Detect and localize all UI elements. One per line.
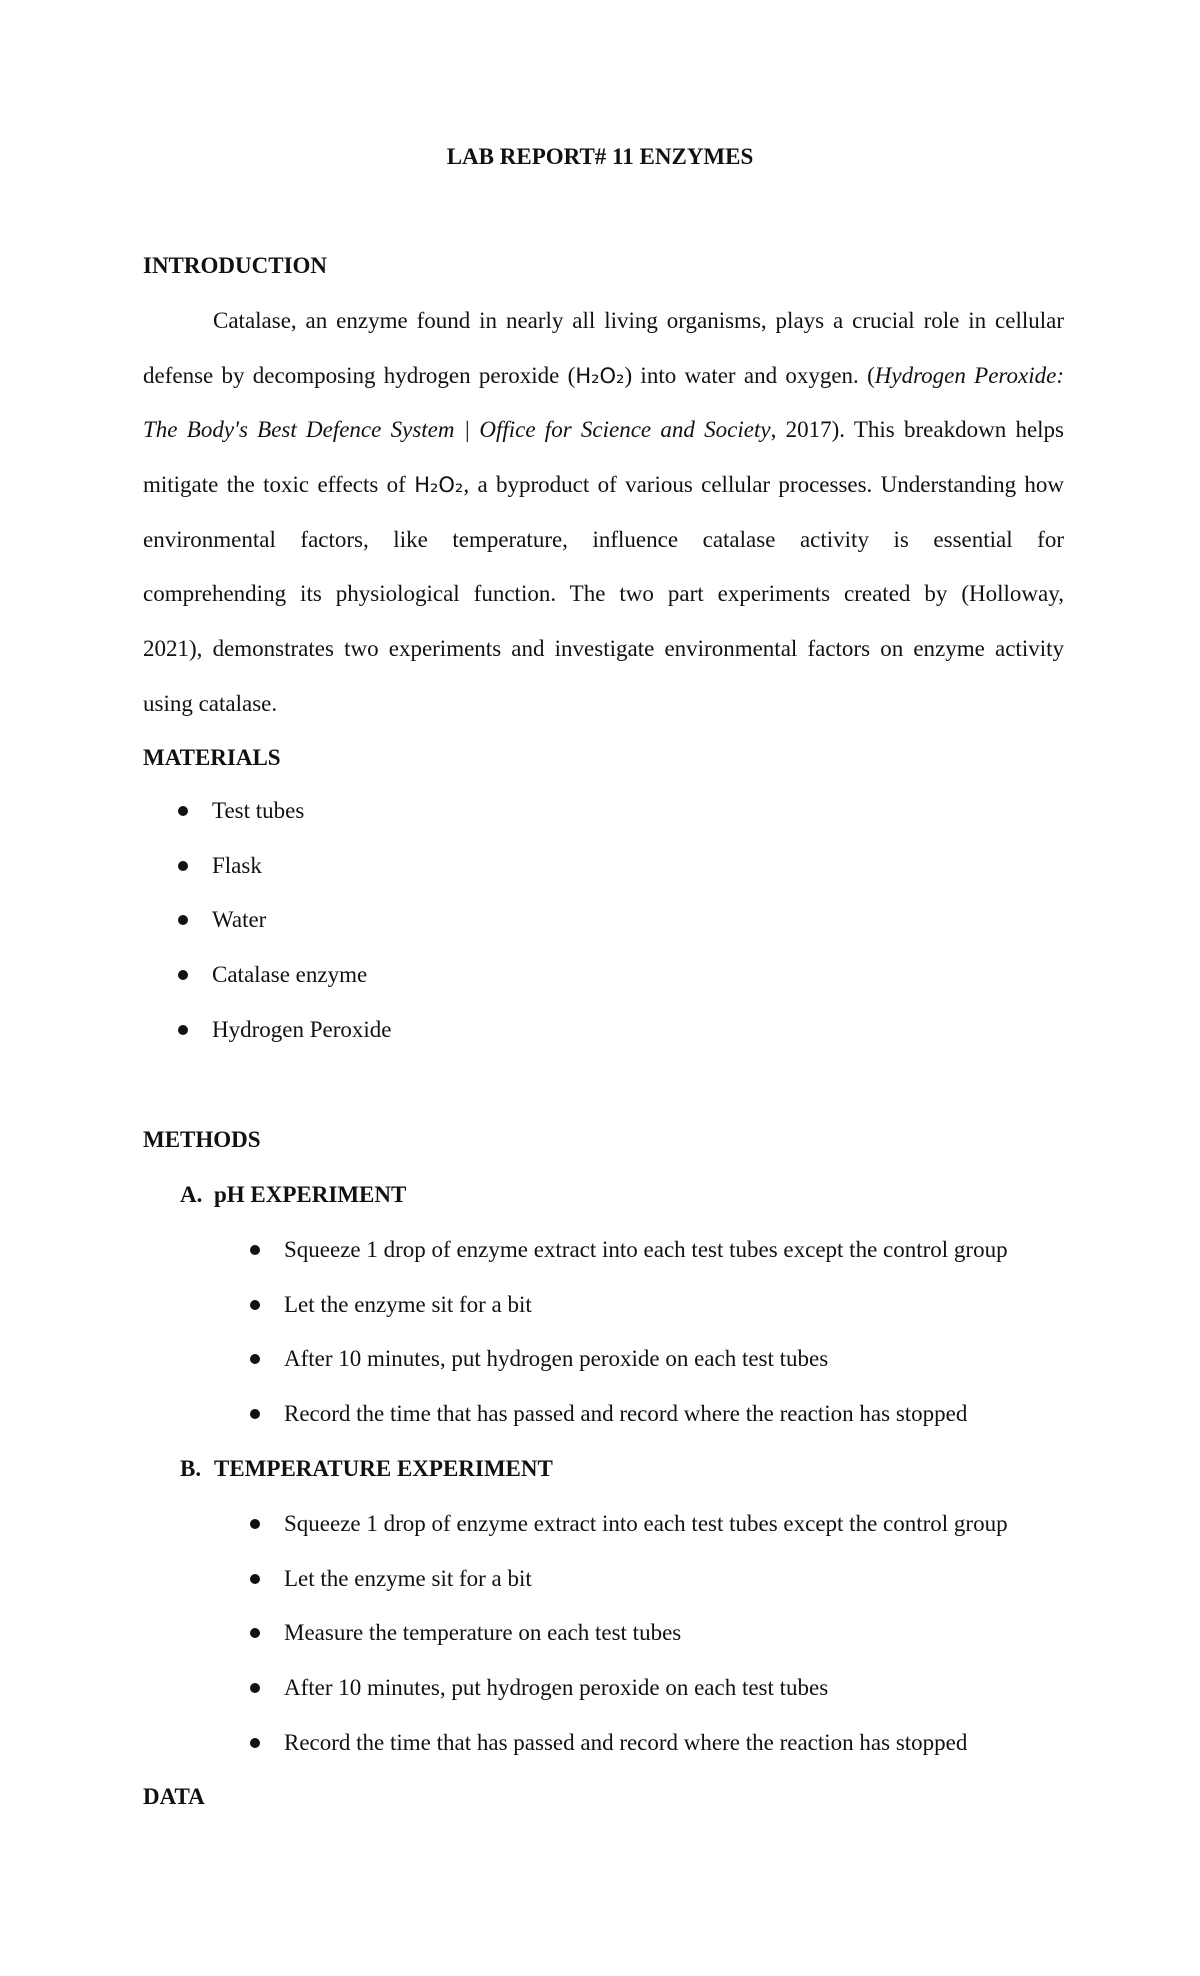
- bullet-icon: [250, 1245, 260, 1255]
- h2o2-formula: H₂O₂: [575, 363, 625, 388]
- bullet-icon: [250, 1574, 260, 1584]
- materials-heading: MATERIALS: [143, 745, 281, 770]
- bullet-icon: [250, 1409, 260, 1419]
- bullet-icon: [178, 806, 188, 816]
- bullet-icon: [250, 1519, 260, 1529]
- bullet-icon: [250, 1300, 260, 1310]
- intro-line-8: using catalase.: [143, 690, 278, 716]
- temperature-experiment-heading: B. TEMPERATURE EXPERIMENT: [180, 1456, 553, 1481]
- bullet-icon: [178, 861, 188, 871]
- intro-line-6: comprehending its physiological function. The two part experiments created by (Holloway,: [143, 581, 1064, 607]
- data-heading: DATA: [143, 1784, 205, 1809]
- introduction-heading: INTRODUCTION: [143, 253, 328, 278]
- bullet-icon: [178, 1025, 188, 1035]
- bullet-icon: [250, 1683, 260, 1693]
- intro-line-4: mitigate the toxic effects of H₂O₂, a byproduct of various cellular processes. Understanding how: [143, 472, 1065, 498]
- intro-line-1: Catalase, an enzyme found in nearly all living organisms, plays a crucial role in cellular: [213, 308, 1064, 333]
- bullet-icon: [178, 915, 188, 925]
- h2o2-formula: H₂O₂: [414, 473, 464, 498]
- intro-line-3: The Body's Best Defence System | Office for Science and Society, 2017). This breakdown helps: [143, 417, 1065, 443]
- ph-experiment-heading: A. pH EXPERIMENT: [180, 1182, 407, 1207]
- introduction-paragraph: [143, 294, 1064, 732]
- methods-heading: METHODS: [143, 1127, 261, 1152]
- bullet-icon: [250, 1738, 260, 1748]
- bullet-icon: [250, 1628, 260, 1638]
- document-page: LAB REPORT# 11 ENZYMES INTRODUCTION Catalase, an enzyme found in nearly all living organisms, plays a crucial role in cellular defense by decomposing hydrogen peroxide (H₂O₂) into water and oxygen. (Hydrogen Peroxide: The Body's Best Defence System | Office for Science and Society, 2017). This breakdown helps mitigate the toxic effects of H₂O₂, a byproduct of various cellular processes. Understanding how environmental factors, like temperature, influence catalase activity is essential for comprehending its physiological function. The two part experiments created by (Holloway, 2021), demonstrates two experiments and investigate environmental factors on enzyme activity using catalase. MATERIALS Test tubes Flask Water Catalase enzyme Hydrogen Peroxide METHODS A. pH EXPERIMENT Squeeze 1 drop of enzyme extract into each test tubes except the control group Let the enzyme sit for a bit After 10 minutes, put hydrogen peroxide on each test tubes Record the time that has passed and record where the reaction has stopped B. TEMPERATURE EXPERIMENT Squeeze 1 drop of enzyme extract into each test tubes except the control group Let the enzyme sit for a bit Measure the temperature on each test tubes After 10 minutes, put hydrogen peroxide on each test tubes Record the time that has passed and record where the reaction has stopped DATA: [0, 0, 1200, 1976]
- bullet-icon: [178, 970, 188, 980]
- intro-line-7: 2021), demonstrates two experiments and investigate environmental factors on enzyme activity: [143, 636, 1064, 662]
- intro-line-5: environmental factors, like temperature, influence catalase activity is essential for: [143, 526, 1064, 552]
- intro-line-2: defense by decomposing hydrogen peroxide (H₂O₂) into water and oxygen. (Hydrogen Peroxide:: [143, 362, 1064, 388]
- bullet-icon: [250, 1354, 260, 1364]
- report-title: LAB REPORT# 11 ENZYMES: [446, 144, 754, 169]
